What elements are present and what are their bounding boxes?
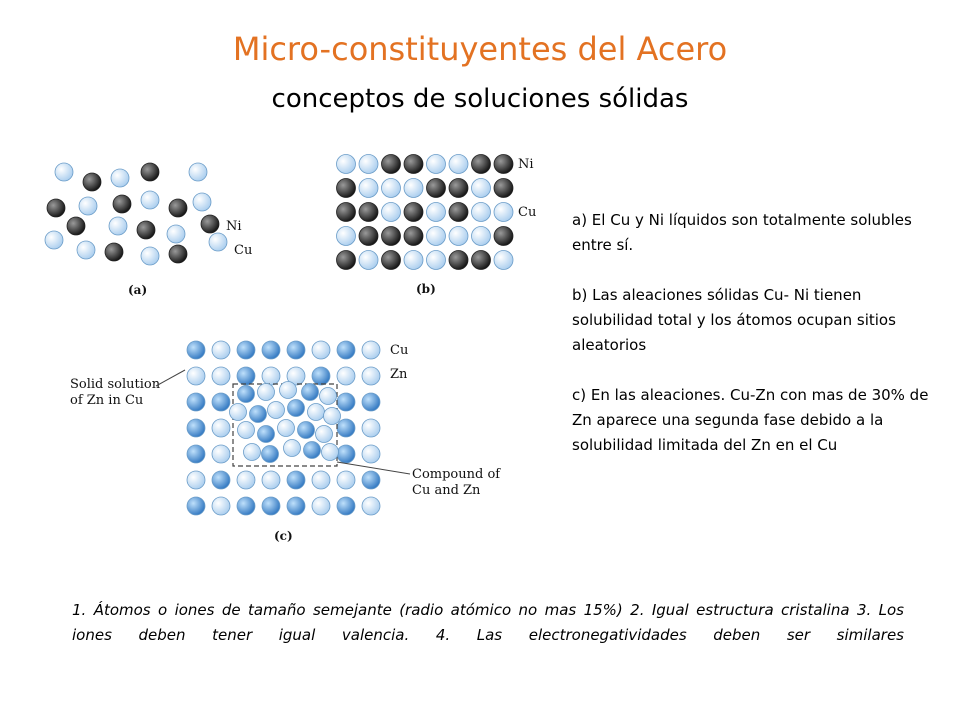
ni-atom	[201, 215, 219, 233]
note-a: a) El Cu y Ni líquidos son totalmente solubles entre sí.	[572, 211, 912, 254]
cu-atom	[359, 251, 378, 270]
zn-atom	[362, 471, 380, 489]
zn-atom	[237, 367, 255, 385]
ni-atom	[472, 251, 491, 270]
ni-atom	[494, 227, 513, 246]
figure-a	[40, 158, 280, 298]
ni-atom	[449, 203, 468, 222]
cu-atom	[449, 227, 468, 246]
figure-b-atoms	[337, 155, 514, 270]
zn-atom	[187, 445, 205, 463]
figure-b-label-ni: Ni	[518, 157, 534, 172]
figure-a-atoms	[45, 163, 227, 265]
cu-atom	[382, 203, 401, 222]
zn-atom	[337, 393, 355, 411]
cu-atom	[212, 419, 230, 437]
ni-atom	[169, 245, 187, 263]
cu-atom	[427, 155, 446, 174]
cu-atom	[312, 341, 330, 359]
ni-atom	[337, 179, 356, 198]
page-subtitle: conceptos de soluciones sólidas	[271, 84, 689, 114]
ni-atom	[359, 227, 378, 246]
cu-atom	[141, 247, 159, 265]
callout-solid-solution-line	[156, 370, 185, 386]
zn-atom	[304, 442, 321, 459]
cu-atom	[193, 193, 211, 211]
zn-atom	[337, 419, 355, 437]
cu-atom	[230, 404, 247, 421]
zn-atom	[237, 497, 255, 515]
figure-a-diagram	[40, 158, 280, 298]
note-c: c) En las aleaciones. Cu-Zn con mas de 30% de Zn aparece una segunda fase debido a la solubilidad limitada del Zn en el Cu	[572, 386, 929, 454]
cu-atom	[362, 497, 380, 515]
cu-atom	[359, 179, 378, 198]
zn-atom	[212, 471, 230, 489]
zn-atom	[337, 341, 355, 359]
cu-atom	[382, 179, 401, 198]
cu-atom	[189, 163, 207, 181]
cu-atom	[268, 402, 285, 419]
zn-atom	[212, 393, 230, 411]
ni-atom	[382, 251, 401, 270]
cu-atom	[427, 203, 446, 222]
ni-atom	[337, 251, 356, 270]
figure-a-label-ni: Ni	[226, 219, 242, 234]
cu-atom	[362, 341, 380, 359]
ni-atom	[169, 199, 187, 217]
ni-atom	[105, 243, 123, 261]
cu-atom	[404, 251, 423, 270]
cu-atom	[77, 241, 95, 259]
cu-atom	[404, 179, 423, 198]
cu-atom	[141, 191, 159, 209]
zn-atom	[262, 446, 279, 463]
cu-atom	[472, 227, 491, 246]
figure-b-label-cu: Cu	[518, 205, 537, 220]
figure-a-caption: (a)	[128, 283, 148, 297]
ni-atom	[47, 199, 65, 217]
figure-c	[60, 330, 501, 545]
callout-compound-line2: Cu and Zn	[412, 483, 481, 498]
ni-atom	[449, 179, 468, 198]
cu-atom	[362, 367, 380, 385]
zn-atom	[337, 497, 355, 515]
zn-atom	[262, 497, 280, 515]
figure-b-diagram	[330, 150, 570, 300]
figure-c-compound-atoms	[230, 382, 341, 463]
figure-b	[330, 150, 570, 300]
cu-atom	[308, 404, 325, 421]
page-title: Micro-constituyentes del Acero	[232, 30, 728, 68]
zn-atom	[287, 341, 305, 359]
cu-atom	[320, 388, 337, 405]
zn-atom	[337, 445, 355, 463]
zn-atom	[187, 393, 205, 411]
cu-atom	[212, 341, 230, 359]
cu-atom	[362, 445, 380, 463]
cu-atom	[316, 426, 333, 443]
cu-atom	[449, 155, 468, 174]
cu-atom	[109, 217, 127, 235]
ni-atom	[494, 179, 513, 198]
zn-atom	[287, 471, 305, 489]
cu-atom	[212, 445, 230, 463]
zn-atom	[298, 422, 315, 439]
cu-atom	[472, 203, 491, 222]
ni-atom	[404, 203, 423, 222]
cu-atom	[337, 471, 355, 489]
cu-atom	[427, 227, 446, 246]
cu-atom	[337, 227, 356, 246]
cu-atom	[237, 471, 255, 489]
cu-atom	[337, 155, 356, 174]
cu-atom	[362, 419, 380, 437]
figure-c-diagram	[60, 330, 501, 545]
cu-atom	[278, 420, 295, 437]
zn-atom	[187, 419, 205, 437]
cu-atom	[187, 367, 205, 385]
cu-atom	[45, 231, 63, 249]
cu-atom	[111, 169, 129, 187]
cu-atom	[324, 408, 341, 425]
callout-solid-solution-line2: of Zn in Cu	[70, 393, 144, 408]
ni-atom	[67, 217, 85, 235]
figure-a-label-cu: Cu	[234, 243, 253, 258]
zn-atom	[287, 497, 305, 515]
callout-solid-solution-line1: Solid solution	[70, 377, 161, 392]
ni-atom	[359, 203, 378, 222]
cu-atom	[322, 444, 339, 461]
cu-atom	[209, 233, 227, 251]
ni-atom	[449, 251, 468, 270]
ni-atom	[404, 155, 423, 174]
cu-atom	[472, 179, 491, 198]
zn-atom	[237, 341, 255, 359]
zn-atom	[262, 341, 280, 359]
cu-atom	[55, 163, 73, 181]
cu-atom	[427, 251, 446, 270]
zn-atom	[302, 384, 319, 401]
ni-atom	[404, 227, 423, 246]
ni-atom	[141, 163, 159, 181]
ni-atom	[337, 203, 356, 222]
callout-compound-line1: Compound of	[412, 467, 501, 482]
zn-atom	[250, 406, 267, 423]
conditions-footer: 1. Átomos o iones de tamaño semejante (radio atómico no mas 15%) 2. Igual estructura cristalina 3. Los iones deben tener igual valencia. 4. Las electronegatividades deben ser similares	[72, 601, 904, 644]
cu-atom	[337, 367, 355, 385]
cu-atom	[312, 497, 330, 515]
figure-c-caption: (c)	[274, 529, 293, 543]
cu-atom	[212, 367, 230, 385]
cu-atom	[280, 382, 297, 399]
cu-atom	[312, 471, 330, 489]
cu-atom	[359, 155, 378, 174]
explanation-notes	[572, 208, 934, 483]
cu-atom	[262, 471, 280, 489]
cu-atom	[494, 203, 513, 222]
figure-b-caption: (b)	[416, 282, 436, 296]
cu-atom	[262, 367, 280, 385]
cu-atom	[284, 440, 301, 457]
ni-atom	[382, 227, 401, 246]
zn-atom	[312, 367, 330, 385]
cu-atom	[494, 251, 513, 270]
ni-atom	[427, 179, 446, 198]
ni-atom	[83, 173, 101, 191]
zn-atom	[362, 393, 380, 411]
cu-atom	[212, 497, 230, 515]
note-b: b) Las aleaciones sólidas Cu- Ni tienen solubilidad total y los átomos ocupan sitios aleatorios	[572, 286, 896, 354]
zn-atom	[258, 426, 275, 443]
figure-c-label-zn: Zn	[390, 367, 408, 382]
ni-atom	[382, 155, 401, 174]
cu-atom	[244, 444, 261, 461]
cu-atom	[238, 422, 255, 439]
cu-atom	[79, 197, 97, 215]
ni-atom	[113, 195, 131, 213]
zn-atom	[238, 386, 255, 403]
ni-atom	[494, 155, 513, 174]
ni-atom	[472, 155, 491, 174]
zn-atom	[288, 400, 305, 417]
zn-atom	[187, 497, 205, 515]
figure-c-label-cu: Cu	[390, 343, 409, 358]
zn-atom	[187, 341, 205, 359]
ni-atom	[137, 221, 155, 239]
cu-atom	[187, 471, 205, 489]
cu-atom	[258, 384, 275, 401]
cu-atom	[167, 225, 185, 243]
